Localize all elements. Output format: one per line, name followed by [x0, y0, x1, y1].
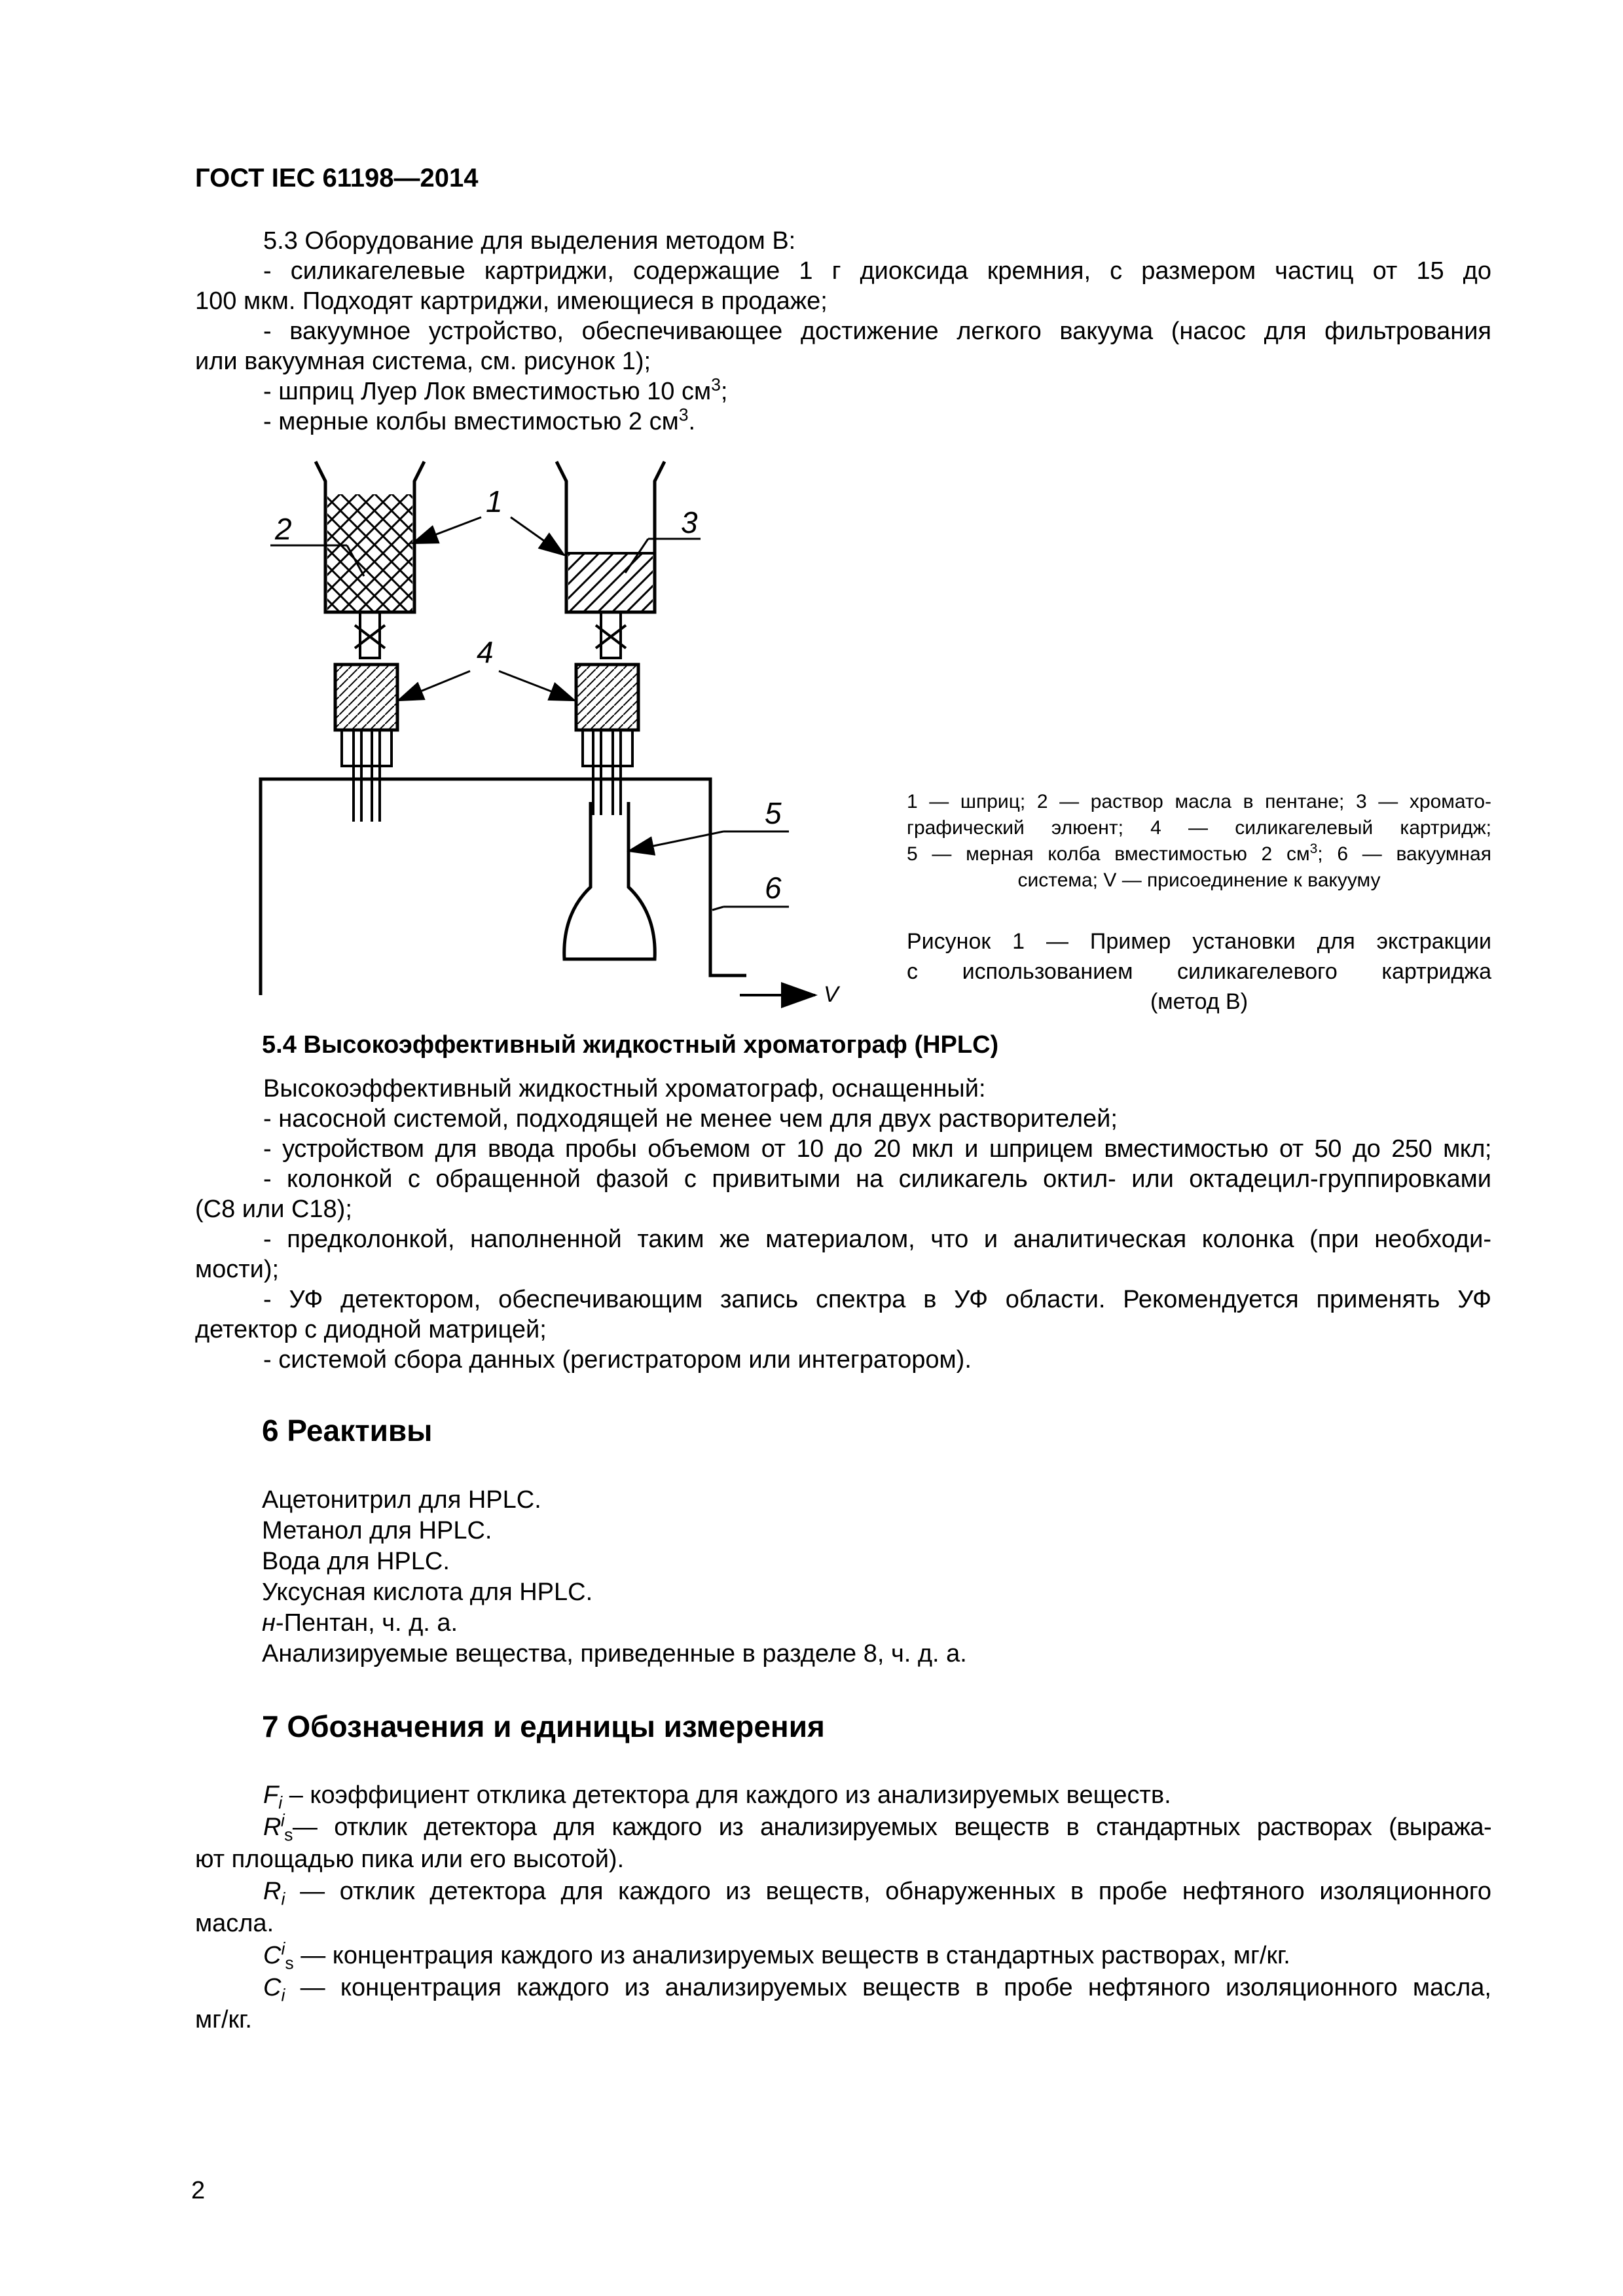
reagents-list	[262, 1485, 967, 1669]
list-item: - шприц Луер Лок вместимостью 10 $см^3$;	[263, 374, 728, 405]
vacuum-system-outline	[261, 779, 746, 995]
standard-header: ГОСТ IEC 61198—2014	[195, 164, 479, 192]
left-outlet	[342, 730, 392, 822]
extraction-setup-diagram	[236, 452, 864, 1028]
list-item: - УФ детектором, обеспечивающим запись спектра в УФ области. Рекомендуется применять УФ	[263, 1286, 1491, 1313]
figure-caption: Рисунок 1 — Пример установки для экстракции с использованием силикагелевого картриджа (метод В)	[907, 929, 1491, 1014]
list-item: - силикагелевые картриджи, содержащие 1 г диоксида кремния, с размером частиц от 15 до	[263, 257, 1491, 285]
right-silica-cartridge	[576, 665, 638, 730]
list-item: Вода для HPLC.	[262, 1548, 450, 1575]
list-item: н-Пентан, ч. д. а.	[262, 1609, 458, 1637]
label-1: 1	[486, 484, 503, 519]
list-item: Уксусная кислота для HPLC.	[262, 1578, 593, 1606]
definition-r: $R_i$ — отклик детектора для каждого из веществ, обнаруженных в пробе нефтяного изоляционного	[263, 1878, 1491, 1909]
list-item: - предколонкой, наполненной таким же материалом, что и аналитическая колонка (при необходи-	[263, 1226, 1491, 1253]
list-item: - насосной системой, подходящей не менее чем для двух растворителей;	[263, 1105, 1118, 1133]
definition-rs: $R^i_s—$ отклик детектора для каждого из анализируемых веществ в стандартных растворах (выража-	[263, 1810, 1491, 1845]
definition-f: $F_i$ – коэффициент отклика детектора для каждого из анализируемых веществ.	[263, 1781, 1171, 1813]
list-item: - вакуумное устройство, обеспечивающее достижение легкого вакуума (насос для фильтрования	[263, 318, 1491, 345]
section-5-4-title: 5.4 Высокоэффективный жидкостный хроматограф (HPLC)	[262, 1031, 999, 1059]
section-7-title: 7 Обозначения и единицы измерения	[262, 1709, 825, 1743]
oil-solution-fill	[327, 494, 412, 611]
legend-line: графический элюент; 4 — силикагелевый картридж;	[907, 817, 1491, 839]
label-4: 4	[477, 635, 494, 669]
label-5: 5	[765, 796, 782, 830]
list-item: Ацетонитрил для HPLC.	[262, 1486, 541, 1514]
list-item: Анализируемые вещества, приведенные в разделе 8, ч. д. а.	[262, 1640, 967, 1667]
list-item: - колонкой с обращенной фазой с привитыми на силикагель октил- или октадецил-группировками	[263, 1165, 1491, 1193]
section-5-3	[195, 226, 1491, 437]
list-item: Метанол для HPLC.	[262, 1517, 492, 1544]
figure-legend	[907, 789, 1491, 894]
eluent-fill	[568, 553, 653, 611]
label-v: V	[824, 982, 839, 1007]
legend-line: система; V — присоединение к вакууму	[1017, 869, 1381, 891]
list-item: - системой сбора данных (регистратором или интегратором).	[263, 1346, 972, 1374]
left-luer-connector	[355, 612, 385, 658]
section-5-4: Высокоэффективный жидкостный хроматограф, оснащенный: - насосной системой, подходящей не менее чем для двух растворителей; - устройством для ввода пробы объемом от 10 до 20 мкл и шприцем вместимостью от 50 до 250 мкл; - колонкой с обращенной фазой с привитыми на силикагель октил- или октадецил-группировками (С8 или С18); - предколонкой, наполненной таким же материалом, что и аналитическая колонка (при необходи- мости); - УФ детектором, обеспечивающим запись спектра в УФ области. Рекомендуется применять УФ детектор с диодной матрицей; - системой сбора данных (регистратором или интегратором).	[195, 1075, 1491, 1374]
legend-line: 5 — мерная колба вместимостью 2 $см^3$; 6 — вакуумная	[907, 841, 1491, 865]
left-silica-cartridge	[335, 665, 397, 730]
label-6: 6	[765, 871, 782, 905]
label-2: 2	[275, 512, 292, 546]
section-6-title: 6 Реактивы	[262, 1413, 433, 1448]
definition-c: $C_i$ — концентрация каждого из анализируемых веществ в пробе нефтяного изоляционного масла,	[263, 1974, 1491, 2005]
page-number: 2	[191, 2177, 206, 2204]
list-item-cont: или вакуумная система, см. рисунок 1);	[195, 348, 651, 375]
section-7: $F_i$ – коэффициент отклика детектора для каждого из анализируемых веществ. $R^i_s—$ отклик детектора для каждого из анализируемых веществ в стандартных растворах (выража- ют площадью пика или его высотой). $R_i$ — отклик детектора для каждого из веществ, обнаруженных в пробе нефтяного изоляционного масла. $C^i_s$ — концентрация каждого из анализируемых веществ в стандартных растворах, мг/кг. $C_i$ — концентрация каждого из анализируемых веществ в пробе нефтяного изоляционного масла, мг/кг.	[195, 1779, 1491, 2036]
section-5-3-title: 5.3 Оборудование для выделения методом В:	[263, 227, 796, 255]
volumetric-flask	[564, 802, 655, 959]
legend-line: 1 — шприц; 2 — раствор масла в пентане; 3 — хромато-	[907, 791, 1491, 812]
list-item-cont: 100 мкм. Подходят картриджи, имеющиеся в продаже;	[195, 287, 828, 315]
right-luer-connector	[596, 612, 626, 658]
list-item: - мерные колбы вместимостью 2 $см^3$.	[263, 405, 696, 435]
list-item: - устройством для ввода пробы объемом от 10 до 20 мкл и шприцем вместимостью от 50 до 250 мкл;	[263, 1135, 1491, 1163]
definition-cs: $C^i_s$ — концентрация каждого из анализируемых веществ в стандартных растворах, мг/кг.	[263, 1939, 1290, 1973]
label-3: 3	[681, 505, 698, 539]
